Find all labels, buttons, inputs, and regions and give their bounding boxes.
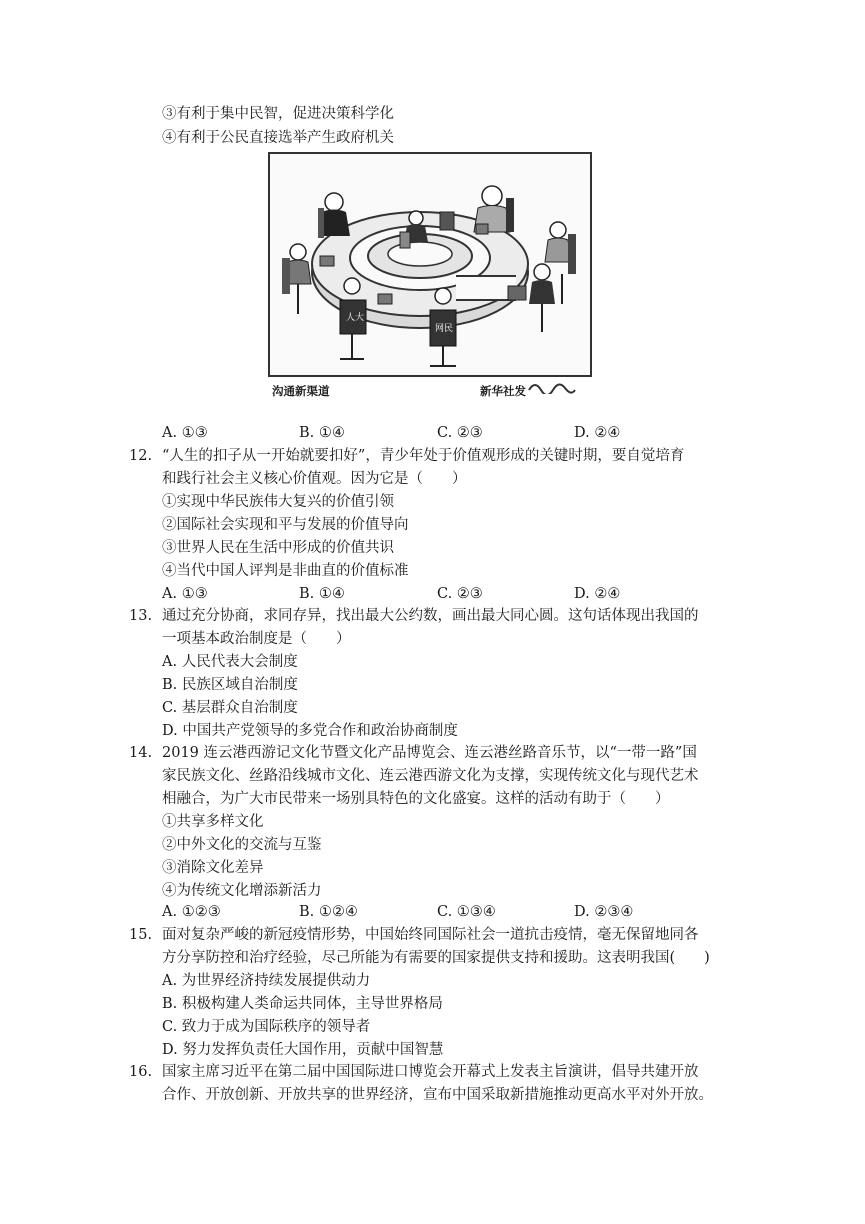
question-number: 16. [129,1064,153,1080]
option-c[interactable]: C. 基层群众自治制度 [162,700,298,716]
q12-stem-line: 和践行社会主义核心价值观。因为它是（ ） [162,471,467,487]
chair-label-npc: 人大 [346,313,365,323]
option-b[interactable]: B. ①④ [299,586,345,602]
q14-item: ③消除文化差异 [162,860,264,876]
artist-signature-icon [525,380,579,394]
option-c[interactable]: C. ②③ [437,425,483,441]
question-number: 15. [129,927,153,943]
option-c[interactable]: C. ①③④ [437,904,496,920]
option-b[interactable]: B. ①②④ [299,904,358,920]
q12-item: ②国际社会实现和平与发展的价值导向 [162,517,409,533]
q14-stem-line: 家民族文化、丝路沿线城市文化、连云港西游文化为支撑，实现传统文化与现代艺术 [162,768,699,784]
option-c[interactable]: C. ②③ [437,586,483,602]
option-d[interactable]: D. 努力发挥负责任大国作用，贡献中国智慧 [162,1042,444,1058]
q14-item: ④为传统文化增添新活力 [162,883,322,899]
option-b[interactable]: B. 积极构建人类命运共同体，主导世界格局 [162,996,443,1012]
option-b[interactable]: B. ①④ [299,425,345,441]
q14-stem-line: 相融合，为广大市民带来一场别具特色的文化盛宴。这样的活动有助于（ ） [162,791,670,807]
chair-label-netizen: 网民 [435,324,454,334]
option-b[interactable]: B. 民族区域自治制度 [162,677,298,693]
question-number: 14. [129,745,153,761]
option-d[interactable]: D. ②④ [574,425,621,441]
q11-item-3: ③有利于集中民智，促进决策科学化 [162,106,394,122]
q16-stem-line: 国家主席习近平在第二届中国国际进口博览会开幕式上发表主旨演讲，倡导共建开放 [162,1064,699,1080]
option-d[interactable]: D. 中国共产党领导的多党合作和政治协商制度 [162,723,458,739]
q12-item: ①实现中华民族伟大复兴的价值引领 [162,494,394,510]
q15-stem-line: 方分享防控和治疗经验，尽己所能为有需要的国家提供支持和援助。这表明我国( ) [162,950,710,966]
q14-stem-line: 2019 连云港西游记文化节暨文化产品博览会、连云港丝路音乐节，以“一带一路”国 [162,745,697,761]
option-a[interactable]: A. 为世界经济持续发展提供动力 [162,973,371,989]
q12-item: ③世界人民在生活中形成的价值共识 [162,540,394,556]
cartoon-figure [268,152,592,377]
q12-options [162,583,762,605]
option-c[interactable]: C. 致力于成为国际秩序的领导者 [162,1019,371,1035]
q14-options [162,901,762,923]
q13-stem-line: 通过充分协商，求同存异，找出最大公约数，画出最大同心圆。这句话体现出我国的 [162,608,699,624]
q11-item-4: ④有利于公民直接选举产生政府机关 [162,130,394,146]
q16-stem-line: 合作、开放创新、开放共享的世界经济，宣布中国采取新措施推动更高水平对外开放。 [162,1087,713,1103]
q14-item: ①共享多样文化 [162,814,264,830]
cartoon-drawing [270,154,590,375]
q15-stem-line: 面对复杂严峻的新冠疫情形势，中国始终同国际社会一道抗击疫情，毫无保留地同各 [162,927,699,943]
option-d[interactable]: D. ②③④ [574,904,634,920]
q11-options [162,422,762,444]
q12-stem-line: “人生的扣子从一开始就要扣好”，青少年处于价值观形成的关键时期，要自觉培育 [162,448,685,464]
question-number: 13. [129,608,153,624]
figure-caption-left: 沟通新渠道 [272,384,330,398]
option-a[interactable]: A. ①③ [162,425,208,441]
question-number: 12. [129,448,153,464]
figure-caption-right: 新华社发 [480,384,526,398]
q13-stem-line: 一项基本政治制度是（ ） [162,631,351,647]
option-a[interactable]: A. ①③ [162,586,208,602]
q12-item: ④当代中国人评判是非曲直的价值标准 [162,563,409,579]
option-d[interactable]: D. ②④ [574,586,621,602]
q14-item: ②中外文化的交流与互鉴 [162,837,322,853]
option-a[interactable]: A. 人民代表大会制度 [162,654,298,670]
option-a[interactable]: A. ①②③ [162,904,221,920]
